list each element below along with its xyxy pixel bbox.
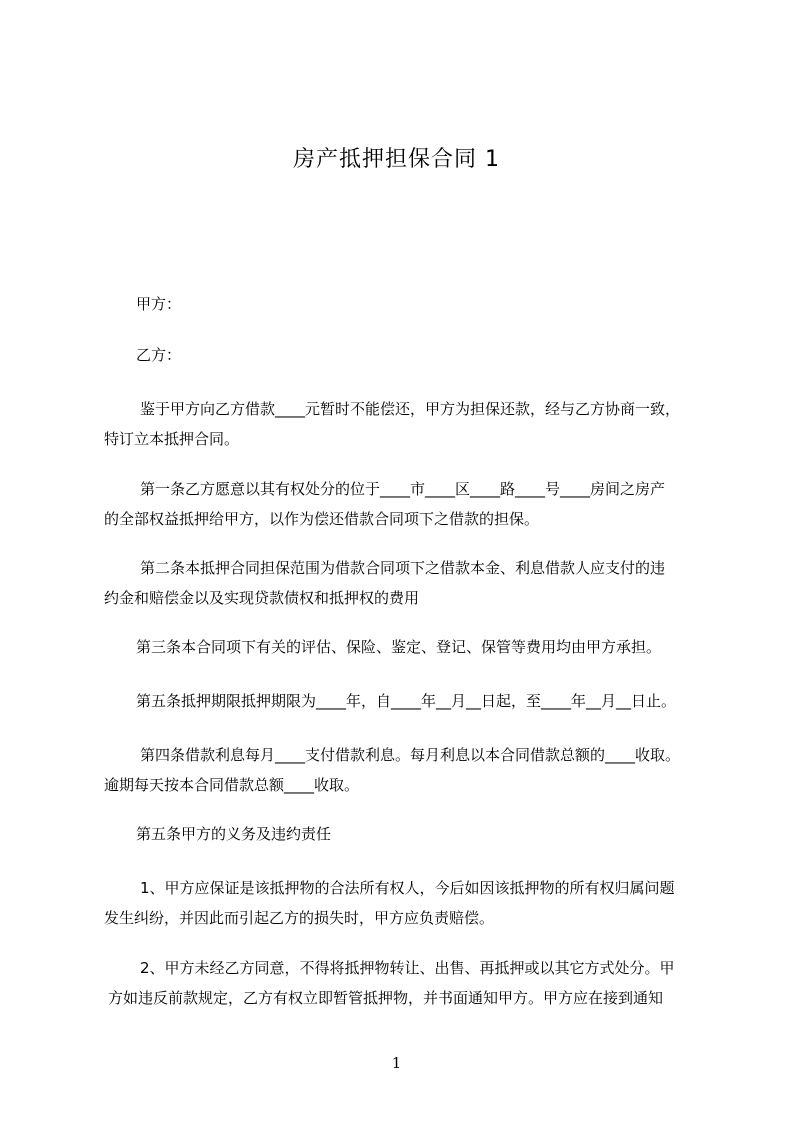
paragraph-line: 发生纠纷，并因此而引起乙方的损失时，甲方应负责赔偿。 <box>104 909 495 927</box>
paragraph-line: 特订立本抵押合同。 <box>104 430 240 448</box>
paragraph-line: 2、甲方未经乙方同意，不得将抵押物转让、出售、再抵押或以其它方式处分。甲 <box>140 959 675 977</box>
paragraph-line: 第四条借款利息每月____支付借款利息。每月利息以本合同借款总额的____收取。 <box>140 746 681 764</box>
paragraph-line: 乙方： <box>136 346 182 364</box>
paragraph-line: 逾期每天按本合同借款总额____收取。 <box>104 776 360 794</box>
paragraph-line: 约金和赔偿金以及实现贷款债权和抵押权的费用 <box>104 589 420 607</box>
paragraph-article-3 <box>104 632 748 662</box>
paragraph-line: 第五条抵押期限抵押期限为____年，自____年__月__日起，至____年__月__日止。 <box>136 692 677 710</box>
paragraph-party-a <box>104 289 748 319</box>
document-title: 房产抵押担保合同 1 <box>293 147 500 172</box>
paragraph-line: 1、甲方应保证是该抵押物的合法所有权人，今后如因该抵押物的所有权归属问题 <box>140 879 675 897</box>
paragraph-article-4 <box>104 740 716 800</box>
page-number: 1 <box>391 1054 402 1072</box>
paragraph-line: 第二条本抵押合同担保范围为借款合同项下之借款本金、利息借款人应支付的违 <box>140 559 666 577</box>
paragraph-line: 第一条乙方愿意以其有权处分的位于____市____区____路____号____房间之房产 <box>140 480 666 498</box>
paragraph-clause-2 <box>104 953 716 1013</box>
paragraph-line: 甲方： <box>136 295 182 313</box>
paragraph-article-5-term <box>104 686 748 716</box>
paragraph-clause-1 <box>104 873 716 933</box>
paragraph-party-b <box>104 340 748 370</box>
paragraph-article-2 <box>104 553 716 613</box>
paragraph-line: 方如违反前款规定，乙方有权立即暂管抵押物，并书面通知甲方。甲方应在接到通知 <box>108 989 664 1007</box>
paragraph-line: 鉴于甲方向乙方借款____元暂时不能偿还，甲方为担保还款，经与乙方协商一致， <box>140 400 681 418</box>
paragraph-line: 第五条甲方的义务及违约责任 <box>136 825 332 843</box>
paragraph-article-5-heading <box>104 819 748 849</box>
paragraph-line: 第三条本合同项下有关的评估、保险、鉴定、登记、保管等费用均由甲方承担。 <box>136 638 662 656</box>
paragraph-preamble <box>104 394 716 454</box>
paragraph-line: 的全部权益抵押给甲方，以作为偿还借款合同项下之借款的担保。 <box>104 510 540 528</box>
paragraph-article-1 <box>104 474 716 534</box>
